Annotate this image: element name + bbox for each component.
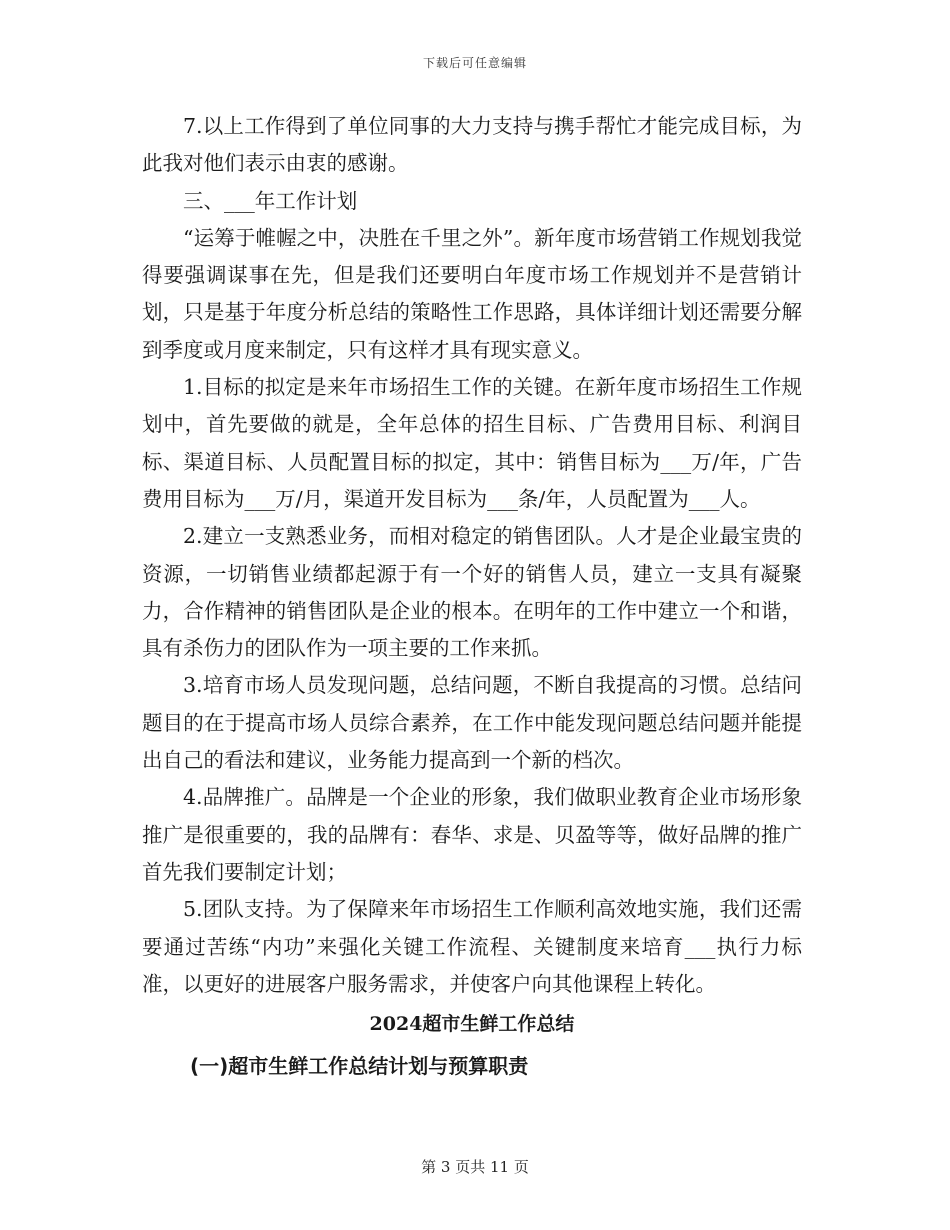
paragraph-thanks: 7.以上工作得到了单位同事的大力支持与携手帮忙才能完成目标，为此我对他们表示由衷的感谢。 [142,114,802,176]
paragraph-intro: “运筹于帷幄之中，决胜在千里之外”。新年度市场营销工作规划我觉得要强调谋事在先，但是我们还要明白年度市场工作规划并不是营销计划，只是基于年度分析总结的策略性工作思路，具体详细计划还需要分解到季度或月度来制定，只有这样才具有现实意义。 [142,225,802,362]
paragraph-item-5: 5.团队支持。为了保障来年市场招生工作顺利高效地实施，我们还需要通过苦练“内功”来强化关键工作流程、关键制度来培育___执行力标准，以更好的进展客户服务需求，并使客户向其他课程上转化。 [142,897,802,996]
section-heading-plan: 三、___年工作计划 [183,188,358,213]
paragraph-item-4: 4.品牌推广。品牌是一个企业的形象，我们做职业教育企业市场形象推广是很重要的，我的品牌有：春华、求是、贝盈等等，做好品牌的推广首先我们要制定计划； [142,785,802,884]
paragraph-item-3: 3.培育市场人员发现问题，总结问题，不断自我提高的习惯。总结问题目的在于提高市场人员综合素养，在工作中能发现问题总结问题并能提出自己的看法和建议，业务能力提高到一个新的档次。 [142,673,802,773]
page-number: 第 3 页共 11 页 [421,1158,529,1176]
document-body [142,108,802,1083]
paragraph-item-1: 1.目标的拟定是来年市场招生工作的关键。在新年度市场招生工作规划中，首先要做的就是，全年总体的招生目标、广告费用目标、利润目标、渠道目标、人员配置目标的拟定，其中：销售目标为___万/年，广告费用目标为___万/月，渠道开发目标为___条/年，人员配置为___人。 [142,375,802,511]
document-subtitle: (一)超市生鲜工作总结计划与预算职责 [190,1054,529,1079]
page-header: 下载后可任意编辑 [422,56,527,70]
paragraph-item-2: 2.建立一支熟悉业务，而相对稳定的销售团队。人才是企业最宝贵的资源，一切销售业绩都起源于有一个好的销售人员，建立一支具有凝聚力，合作精神的销售团队是企业的根本。在明年的工作中建立一个和谐，具有杀伤力的团队作为一项主要的工作来抓。 [142,524,802,661]
document-title: 2024超市生鲜工作总结 [369,1013,575,1036]
